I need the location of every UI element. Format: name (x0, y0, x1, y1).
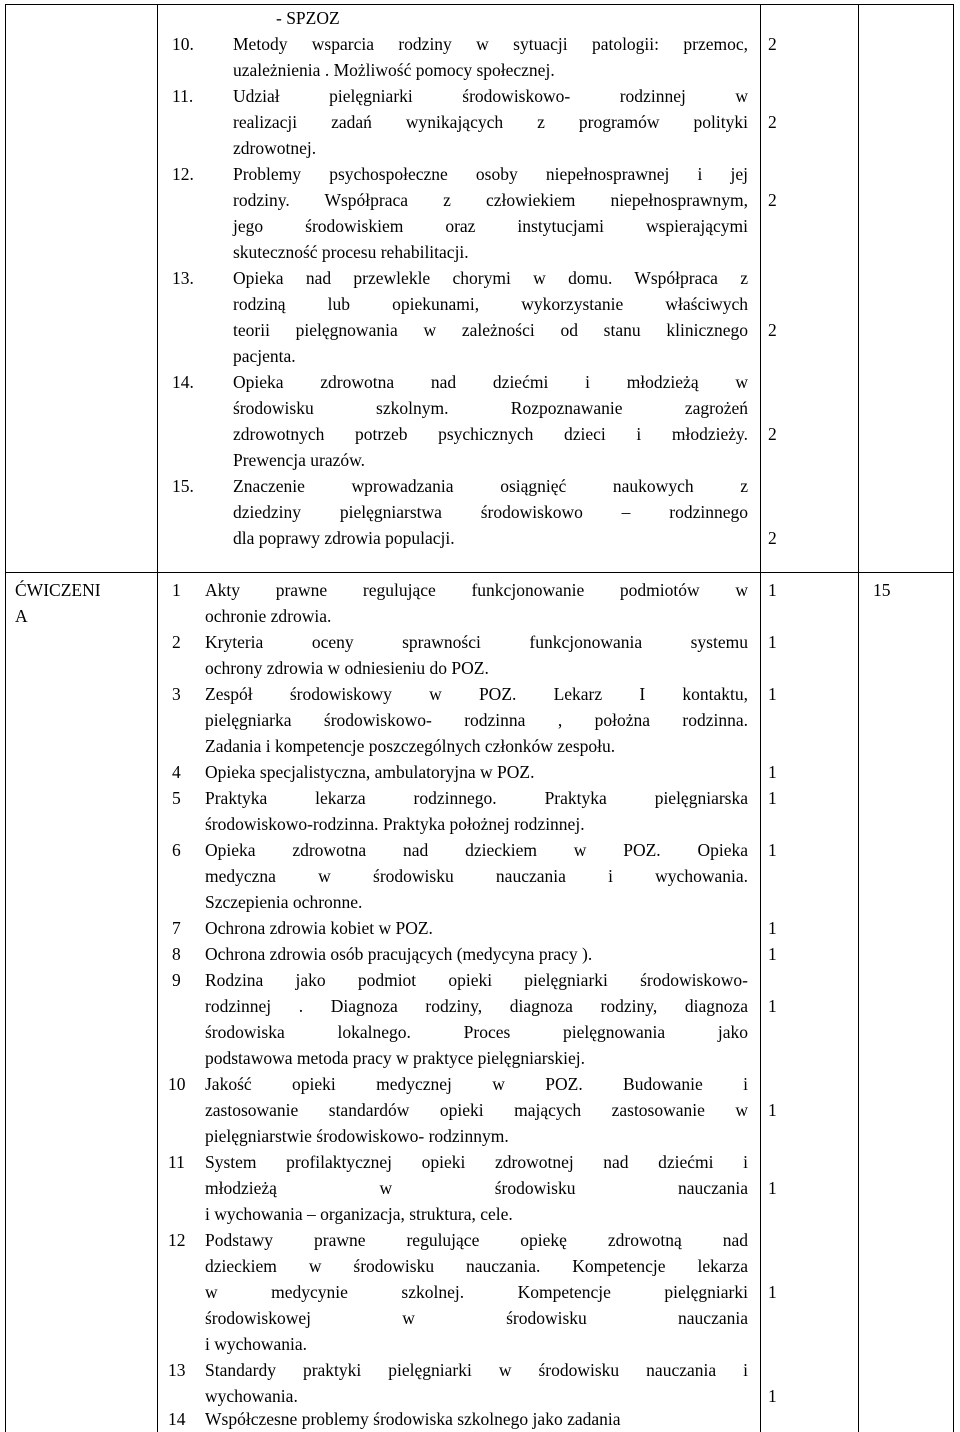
item-text: Ochrona zdrowia kobiet w POZ. (205, 918, 433, 938)
item-text: Kryteria oceny sprawności funkcjonowania systemu ochrony zdrowia w odniesieniu do POZ. (205, 632, 748, 678)
item-number: 2 (172, 632, 181, 652)
item-number: 5 (172, 788, 181, 808)
item-hours: 2 (768, 528, 777, 548)
table-border-col1 (157, 4, 158, 1432)
item-text: Jakość opieki medycznej w POZ. Budowanie i zastosowanie standardów opieki mających zastosowanie w pielęgniarstwie środowiskowo- rodzinnym. (205, 1074, 748, 1146)
item-text: Opieka zdrowotna nad dziećmi i młodzieżą w środowisku szkolnym. Rozpoznawanie zagrożeń zdrowotnych potrzeb psychicznych dzieci i młodzieży. Prewencja urazów. (233, 372, 748, 470)
item-text: Standardy praktyki pielęgniarki w środowisku nauczania i wychowania. (205, 1360, 748, 1406)
item-text: System profilaktycznej opieki zdrowotnej nad dziećmi i młodzieżą w środowisku nauczania i wychowania – organizacja, struktura, cele. (205, 1152, 748, 1224)
continuation-text: - SPZOZ (276, 8, 340, 28)
item-text: Problemy psychospołeczne osoby niepełnosprawnej i jej (233, 164, 748, 184)
item-text: Akty prawne regulujące funkcjonowanie podmiotów w ochronie zdrowia. (205, 580, 748, 626)
item-hours: 1 (768, 840, 777, 860)
item-text: Znaczenie wprowadzania osiągnięć naukowych z dziedziny pielęgniarstwa środowiskowo – rodzinnego dla poprawy zdrowia populacji. (233, 476, 748, 548)
table-border-top (5, 4, 954, 5)
form-label (15, 577, 101, 629)
item-number: 15. (172, 476, 194, 496)
item-text: Praktyka lekarza rodzinnego. Praktyka pielęgniarska środowiskowo-rodzinna. Praktyka położnej rodzinnej. (205, 788, 748, 834)
table-row-divider (5, 572, 954, 573)
item-text: Ochrona zdrowia osób pracujących (medycyna pracy ). (205, 944, 593, 964)
item-text: Współczesne problemy środowiska szkolnego jako zadania (205, 1409, 621, 1429)
item-text-wrap: rodziny. Współpraca z człowiekiem niepełnosprawnym, jego środowiskiem oraz instytucjami wspierającymi skuteczność procesu rehabilitacji. (233, 190, 748, 262)
item-number: 8 (172, 944, 181, 964)
item-number: 3 (172, 684, 181, 704)
item-hours: 1 (768, 632, 777, 652)
item-number: 6 (172, 840, 181, 860)
item-number: 10 (168, 1074, 186, 1094)
item-hours: 2 (768, 34, 777, 54)
item-hours: 1 (768, 1386, 777, 1406)
table-border-col3 (858, 4, 859, 1432)
item-text: Zespół środowiskowy w POZ. Lekarz I kontaktu, pielęgniarka środowiskowo- rodzinna , położna rodzinna. Zadania i kompetencje poszczególnych członków zespołu. (205, 684, 748, 756)
item-text: Opieka specjalistyczna, ambulatoryjna w POZ. (205, 762, 535, 782)
form-label-line2: A (15, 606, 28, 626)
item-hours: 1 (768, 580, 777, 600)
item-hours: 2 (768, 112, 777, 132)
item-hours: 1 (768, 684, 777, 704)
item-number: 7 (172, 918, 181, 938)
item-number: 13 (168, 1360, 186, 1380)
form-label-line1: ĆWICZENI (15, 580, 101, 600)
item-number: 10. (172, 34, 194, 54)
item-text: Opieka nad przewlekle chorymi w domu. Współpraca z rodziną lub opiekunami, wykorzystanie właściwych teorii pielęgnowania w zależności od stanu klinicznego pacjenta. (233, 268, 748, 366)
item-number: 14 (168, 1409, 186, 1429)
item-hours: 2 (768, 424, 777, 444)
table-border-right (953, 4, 954, 1432)
item-text: Opieka zdrowotna nad dzieckiem w POZ. Opieka medyczna w środowisku nauczania i wychowania. Szczepienia ochronne. (205, 840, 748, 912)
item-hours: 1 (768, 918, 777, 938)
item-text-wrap: zdrowotnej. (233, 138, 317, 158)
item-hours: 1 (768, 1178, 777, 1198)
item-text: Metody wsparcia rodziny w sytuacji patologii: przemoc, uzależnienia . Możliwość pomocy społecznej. (233, 34, 748, 80)
item-number: 4 (172, 762, 181, 782)
table-border-col2 (760, 4, 761, 1432)
item-text: Udział pielęgniarki środowiskowo- rodzinnej w realizacji zadań wynikających z programów polityki (233, 86, 748, 132)
item-number: 14. (172, 372, 194, 392)
item-number: 12. (172, 164, 194, 184)
item-number: 13. (172, 268, 194, 288)
item-number: 9 (172, 970, 181, 990)
item-hours: 1 (768, 788, 777, 808)
item-hours: 2 (768, 190, 777, 210)
item-text: Rodzina jako podmiot opieki pielęgniarki środowiskowo- rodzinnej . Diagnoza rodziny, diagnoza rodziny, diagnoza środowiska lokalnego. Proces pielęgnowania jako podstawowa metoda pracy w praktyce pielęgniarskiej. (205, 970, 748, 1068)
item-hours: 1 (768, 996, 777, 1016)
item-number: 11 (168, 1152, 185, 1172)
table-border-left (5, 4, 6, 1432)
item-number: 11. (172, 86, 194, 106)
item-text: Podstawy prawne regulujące opiekę zdrowotną nad dzieckiem w środowisku nauczania. Kompetencje lekarza w medycynie szkolnej. Kompetencje pielęgniarki środowiskowej w środowisku nauczania i wychowania. (205, 1230, 748, 1354)
item-hours: 1 (768, 762, 777, 782)
item-hours: 2 (768, 320, 777, 340)
item-hours: 1 (768, 1282, 777, 1302)
item-number: 12 (168, 1230, 186, 1250)
item-hours: 1 (768, 944, 777, 964)
item-hours: 1 (768, 1100, 777, 1120)
total-hours: 15 (873, 580, 891, 600)
item-number: 1 (172, 580, 181, 600)
